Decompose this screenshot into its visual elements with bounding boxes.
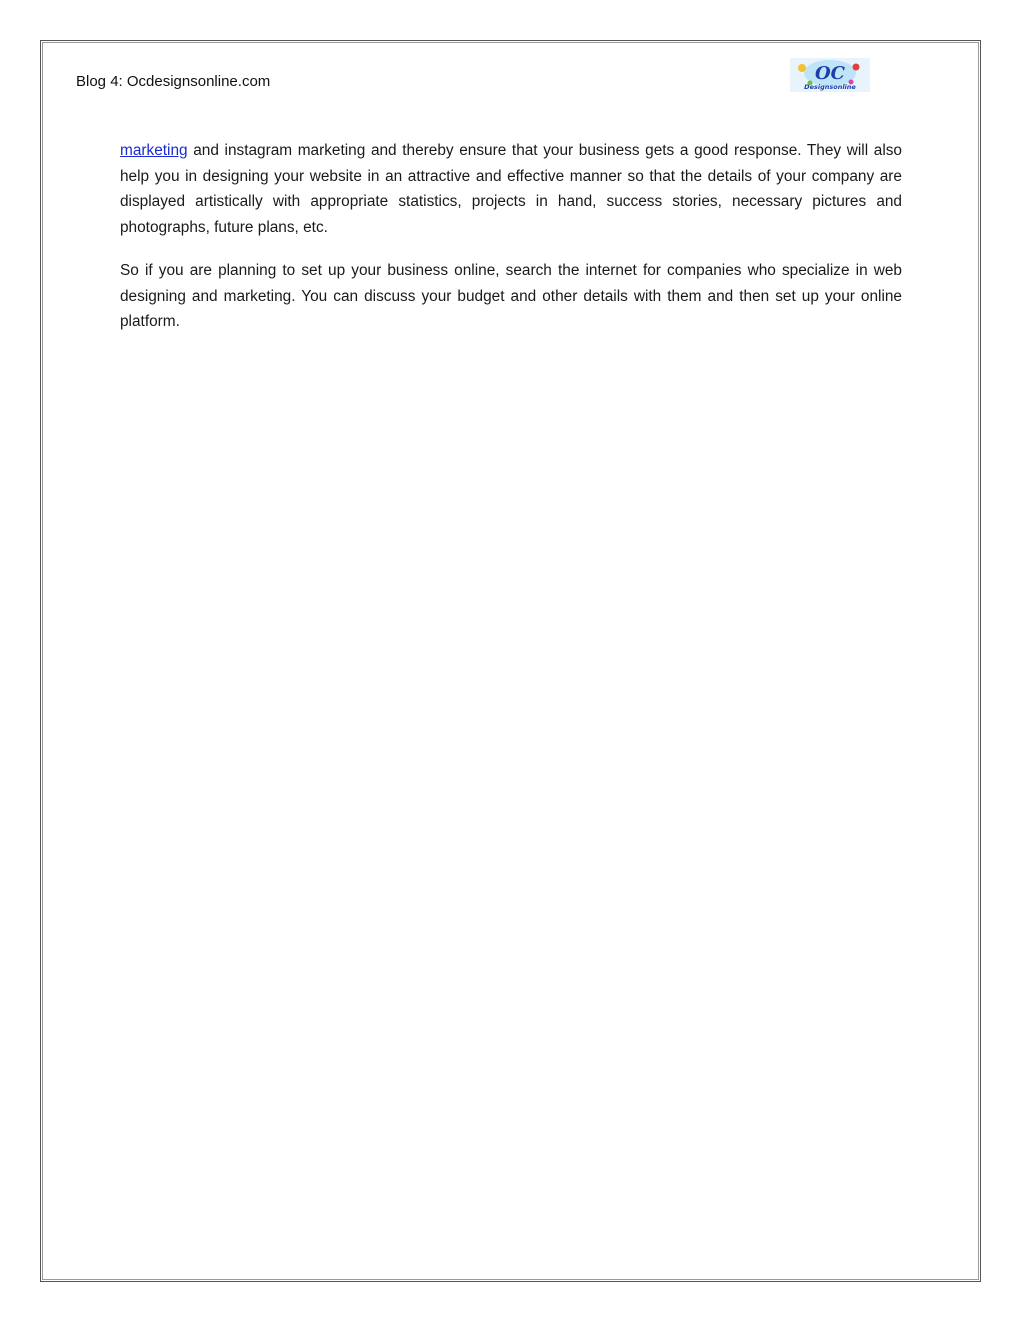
page-header-title: Blog 4: Ocdesignsonline.com [76, 73, 271, 90]
ocdesigns-logo [790, 58, 870, 92]
logo-subtext: Designsonline [804, 83, 856, 91]
blog-content [120, 138, 902, 352]
marketing-link[interactable]: marketing [120, 142, 188, 159]
paragraph-2: So if you are planning to set up your business online, search the internet for companies who specialize in web designing and marketing. You can discuss your budget and other details with them and then set up your online platform. [120, 261, 902, 331]
logo-mark: OC [814, 63, 846, 84]
paragraph-1 [120, 138, 902, 241]
paragraph-1-text: and instagram marketing and thereby ensure that your business gets a good response. They will also help you in designing your website in an attractive and effective manner so that the details of your company are displayed artistically with appropriate statistics, projects in hand, success stories, necessary pictures and photographs, future plans, etc. [120, 142, 902, 237]
